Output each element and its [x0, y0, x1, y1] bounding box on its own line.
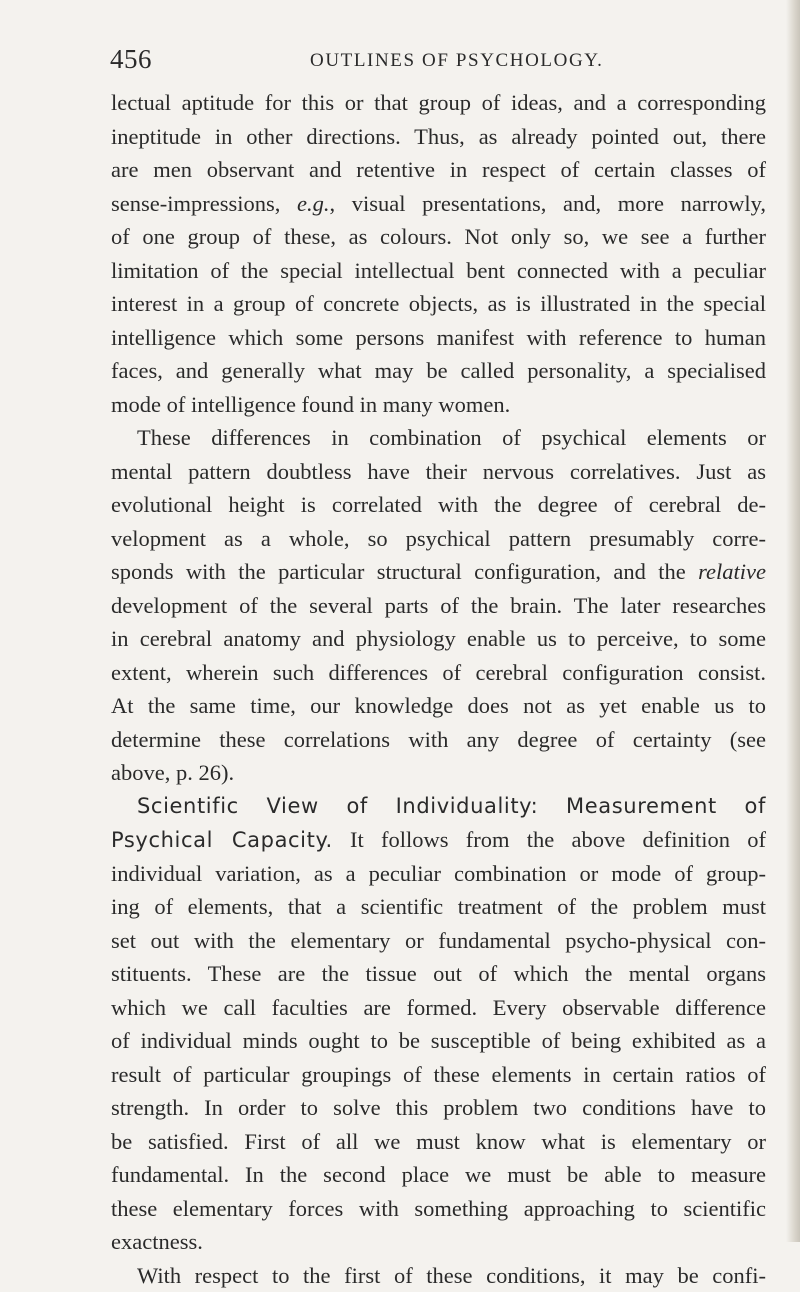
text-line: strength. In order to solve this problem two conditions have to — [111, 1091, 766, 1125]
text-line: which we call faculties are formed. Every observable difference — [111, 991, 766, 1025]
text-line: ineptitude in other directions. Thus, as already pointed out, there — [111, 120, 766, 154]
text-line: stituents. These are the tissue out of which the mental organs — [111, 957, 766, 991]
text-line: individual variation, as a peculiar combination or mode of group- — [111, 857, 766, 891]
text-line: mental pattern doubtless have their nervous correlatives. Just as — [111, 455, 766, 489]
text-line: These differences in combination of psychical elements or — [111, 421, 766, 455]
page-header — [110, 44, 766, 80]
text-line: sponds with the particular structural configuration, and the relative — [111, 555, 766, 589]
text-line: intelligence which some persons manifest with reference to human — [111, 321, 766, 355]
text-line: be satisfied. First of all we must know what is elementary or — [111, 1125, 766, 1159]
text-line: At the same time, our knowledge does not as yet enable us to — [111, 689, 766, 723]
text-line: mode of intelligence found in many women. — [111, 388, 766, 422]
italic-abbreviation: e.g. — [297, 191, 330, 216]
text-line: determine these correlations with any degree of certainty (see — [111, 723, 766, 757]
text-line: of one group of these, as colours. Not only so, we see a further — [111, 220, 766, 254]
text-line: Psychical Capacity. It follows from the above definition of — [111, 823, 766, 857]
text-line: in cerebral anatomy and physiology enable us to perceive, to some — [111, 622, 766, 656]
text-line: above, p. 26). — [111, 756, 766, 790]
section-heading: Scientific View of Individuality: Measurement of — [111, 790, 766, 824]
text-line: these elementary forces with something approaching to scientific — [111, 1192, 766, 1226]
running-head: OUTLINES OF PSYCHOLOGY. — [310, 50, 604, 72]
text-line: are men observant and retentive in respect of certain classes of — [111, 153, 766, 187]
text-line: fundamental. In the second place we must be able to measure — [111, 1158, 766, 1192]
text-line: sense-impressions, e.g., visual presentations, and, more narrowly, — [111, 187, 766, 221]
text-line: lectual aptitude for this or that group of ideas, and a corresponding — [111, 86, 766, 120]
text-line: ing of elements, that a scientific treatment of the problem must — [111, 890, 766, 924]
section-heading-cont: Psychical Capacity. — [111, 828, 333, 852]
text-line: With respect to the first of these conditions, it may be confi- — [111, 1259, 766, 1292]
text-line: faces, and generally what may be called personality, a specialised — [111, 354, 766, 388]
page-edge-shadow — [786, 0, 800, 1242]
text-line: development of the several parts of the brain. The later researches — [111, 589, 766, 623]
text-line: limitation of the special intellectual bent connected with a peculiar — [111, 254, 766, 288]
text-line: of individual minds ought to be susceptible of being exhibited as a — [111, 1024, 766, 1058]
text-line: velopment as a whole, so psychical pattern presumably corre- — [111, 522, 766, 556]
text-line: result of particular groupings of these elements in certain ratios of — [111, 1058, 766, 1092]
text-line: extent, wherein such differences of cerebral configuration consist. — [111, 656, 766, 690]
page-number: 456 — [110, 44, 152, 75]
text-line: exactness. — [111, 1225, 766, 1259]
text-line: evolutional height is correlated with the degree of cerebral de- — [111, 488, 766, 522]
text-line: interest in a group of concrete objects, as is illustrated in the special — [111, 287, 766, 321]
text-line: set out with the elementary or fundamental psycho-physical con- — [111, 924, 766, 958]
body-text — [111, 86, 766, 1292]
italic-word: relative — [698, 559, 766, 584]
